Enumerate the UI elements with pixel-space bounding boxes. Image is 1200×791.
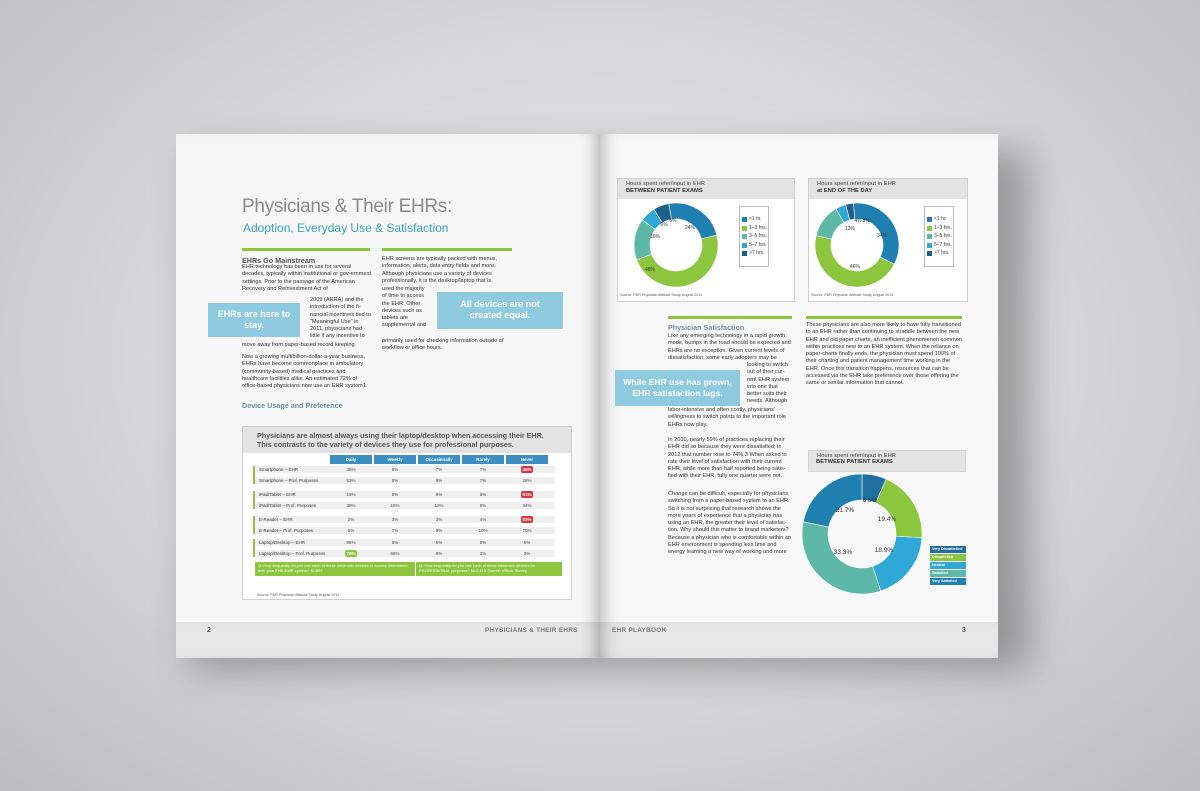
legend-swatch <box>742 217 747 222</box>
table-cell: 6% <box>479 492 487 497</box>
right-col2-para: These physicians are also more likely to have fully transitioned to an EHR rather than continuing to straddle between the new EHR and old paper charts, an inefficient phenomenon common within practices new to an EHR system. When the reliance on paper-charts finally ends, the physician must spend 100% of their charting and patient management time working in the EHR. Once this transition happens, resources that can be accessed via the EHR take preference over those offering the same or similar information that cannot. <box>806 322 962 387</box>
table-row-label: Smartphone – Prof. Purposes <box>259 478 319 483</box>
table-cell: 2% <box>347 517 355 522</box>
chart1-title-line2: BETWEEN PATIENT EXAMS <box>626 188 703 194</box>
table-col-header: Never <box>506 455 548 464</box>
table-cell: 5% <box>391 540 399 545</box>
table-col-header: Rarely <box>462 455 504 464</box>
table-cell: 7% <box>479 478 487 483</box>
col1-para1-wrap: 2009 (ARRA) and the introduction of the fi-nancial incentives tied to “Meaningful Use” in 2011, physicians had little if any incentive to <box>310 297 371 340</box>
table-cell: 8% <box>391 478 399 483</box>
sat-para2: In 2010, nearly 59% of practices replacing their EHR did so because they were dissatisfied; in 2012 that number rose to 74%.3 When asked to rate their level of satisfaction with their current EHR, while more than half reported being satis-fied with their EHR, fully one quarter were not. <box>668 437 787 480</box>
table-cell: 5% <box>347 528 355 533</box>
col2-para1-end: primarily used for checking information outside of workflow or office hours. <box>382 338 504 352</box>
donut-data-label: 48% <box>644 267 656 273</box>
legend-swatch <box>742 243 747 248</box>
table-row-label: Laptop/Desktop – EHR <box>259 540 306 545</box>
col1-para1: EHR technology has been in use for several decades, typically within institutional or gov-ernment settings. Prior to the passage of the American Recovery and Reinvestment Act of <box>242 264 372 292</box>
page-title: Physicians & Their EHRs: <box>242 196 452 217</box>
table-row-label: E-Reader – EHR <box>259 517 293 522</box>
donut-data-label: 21.7% <box>835 507 855 514</box>
table-cell: 7% <box>391 528 399 533</box>
legend-item: Very Satisfied <box>930 578 966 585</box>
table-cell: 5% <box>523 540 531 545</box>
legend-item <box>925 224 953 233</box>
legend-label: <1 hr. <box>934 216 947 222</box>
table-cell: 3% <box>435 517 443 522</box>
col2-para1: EHR screens are typically packed with menus, information, alerts, data entry fields and more. Although physicians use a variety of devices professionally, it is the desktop/laptop that is <box>382 256 498 284</box>
legend-label: 1–3 hrs. <box>749 224 768 231</box>
col2-right-rule <box>806 316 962 319</box>
table-title: Physicians are almost always using their laptop/desktop when accessing their EHR. This contrasts to the variety of devices they use for professional purposes. <box>257 431 544 449</box>
legend-swatch <box>927 251 932 256</box>
sat-rule <box>668 316 792 319</box>
table-cell: 9% <box>479 503 487 508</box>
table-cell: 70% <box>522 528 532 533</box>
table-cell: 12% <box>434 503 444 508</box>
right-running-footer: EHR PLAYBOOK <box>612 627 667 634</box>
table-cell: 7% <box>479 467 487 472</box>
legend-item <box>925 215 953 224</box>
sat-para3: Change can be difficult, especially for physicians switching from a paper-based system to an EHR. So it is not surprising that research shows the more years of experience that a physician has using an EHR, the greater their level of satisfac-tion. Why should this matter to brand marketers? Because a physician who is comfortable within an EHR environment is spending less time and energy learning a new way of working and more <box>668 491 792 556</box>
legend-item: Neutral <box>930 562 966 569</box>
legend-item <box>925 241 953 250</box>
table-row-label: Laptop/Desktop – Prof. Purposes <box>259 551 326 556</box>
table-row-label: iPad/Tablet – EHR <box>259 492 296 497</box>
section-heading-devices: Device Usage and Preference <box>242 401 343 410</box>
section-heading-mainstream: EHRs Go Mainstream <box>242 256 316 265</box>
donut-data-label: 16% <box>649 234 661 240</box>
legend-swatch <box>927 234 932 239</box>
legend-item: Satisfied <box>930 570 966 577</box>
table-cell: 9% <box>435 478 443 483</box>
table-question-2: Q: How frequently do you use each of these electronic devices for PROFESSIONAL purposes? N=2,415 Source: eBook Survey <box>416 562 562 576</box>
legend-label: 1–3 hrs. <box>934 224 953 231</box>
legend-item: Dissatisfied <box>930 554 966 561</box>
table-cell: 28% <box>522 478 532 483</box>
table-cell: 3% <box>523 551 531 556</box>
table-cell: 38% <box>346 503 356 508</box>
table-cell: 83% <box>522 517 532 522</box>
table-cell: 15% <box>390 503 400 508</box>
chart2-source: Source: PDR Physician Attitude Study, August 2013 <box>811 293 894 297</box>
chart2-title-line2: at END OF THE DAY <box>817 188 873 194</box>
legend-label: 5–7 hrs. <box>934 241 953 248</box>
legend-label: 3–5 hrs. <box>934 233 953 239</box>
donut-data-label: 46% <box>849 264 861 270</box>
left-page-number: 2 <box>207 627 211 634</box>
right-page-number: 3 <box>962 627 966 634</box>
chart1-source: Source: PDR Physician Attitude Study, August 2013 <box>620 293 703 297</box>
col2-para1-wrap: used the majority of time to access the EHR. Other devices such as tablets are supplemental and <box>382 286 427 329</box>
table-cell: 3% <box>479 551 487 556</box>
legend-label: 3–5 hrs. <box>749 233 768 239</box>
legend-swatch <box>927 243 932 248</box>
table-cell: 6% <box>391 467 399 472</box>
table-cell: 78% <box>346 551 356 556</box>
sat-para1-end: labor-intensive and often costly, physicians’ willingness to switch points to the important role EHRs now play. <box>668 407 787 428</box>
table-row-label: Smartphone – EHR <box>259 467 299 472</box>
table-cell: 7% <box>435 467 443 472</box>
table-cell: 61% <box>522 492 532 497</box>
legend-label: >7 hrs. <box>749 250 765 256</box>
table-cell: 5% <box>435 540 443 545</box>
callout-here-to-stay: EHRs are here to stay. <box>208 303 300 337</box>
callout-satisfaction: While EHR use has grown, EHR satisfaction lags. <box>615 370 740 406</box>
legend-label: >7 hrs. <box>934 250 950 256</box>
legend-item: Very Dissatisfied <box>930 546 966 553</box>
donut-data-label: 6.6% <box>862 497 878 504</box>
chart3-title-line2: BETWEEN PATIENT EXAMS <box>816 459 893 465</box>
table-cell: 9% <box>435 492 443 497</box>
donut-data-label: 19.4% <box>877 516 897 523</box>
table-row-label: E-Reader – Prof. Purposes <box>259 528 314 533</box>
table-question-1: Q: How frequently do you use each of these electronic devices to access information with your EHR/EMR system? N=897 <box>255 562 415 576</box>
section-heading-satisfaction: Physician Satisfaction <box>668 323 745 332</box>
table-cell: 16% <box>346 492 356 497</box>
col1-para1-end: move away from paper-based record keeping. <box>242 342 357 348</box>
sat-para1: Like any emerging technology in a rapid growth mode, bumps in the road should be expected and EHRs are no exception. Given current levels of dissatisfaction, some early adopters may be <box>668 333 791 361</box>
donut-data-label: 6% <box>669 218 677 224</box>
donut-data-label: 18.9% <box>874 547 894 554</box>
legend-item <box>925 249 953 258</box>
table-cell: 35% <box>346 467 356 472</box>
donut-data-label: 13% <box>844 226 856 232</box>
table-cell: 58% <box>390 551 400 556</box>
legend-swatch <box>742 226 747 231</box>
table-cell: 85% <box>346 540 356 545</box>
page-subtitle: Adoption, Everyday Use & Satisfaction <box>243 221 449 235</box>
legend-item <box>740 224 768 233</box>
table-col-header: Weekly <box>374 455 416 464</box>
legend-item <box>740 232 768 241</box>
legend-swatch <box>742 251 747 256</box>
table-cell: 8% <box>435 551 443 556</box>
donut-data-label: 24% <box>684 225 696 231</box>
legend-item <box>740 215 768 224</box>
col1-para2: Now a growing multibillion-dollar-a-year business, EHRs have become commonplace in ambulatory (community-based) medical practices and healthcare facilities alike. An estimated 72% of office-based physicians now use an EHR system1. <box>242 354 368 390</box>
table-cell: 8% <box>391 492 399 497</box>
table-cell: 10% <box>478 528 488 533</box>
legend-item <box>925 232 953 241</box>
table-cell: 9% <box>435 528 443 533</box>
table-cell: 53% <box>346 478 356 483</box>
table-cell: 45% <box>522 467 532 472</box>
left-running-footer: PHYSICIANS & THEIR EHRS <box>485 627 578 634</box>
donut-data-label: 34% <box>876 233 888 239</box>
chart2-title-line1: Hours spent refer/input in EHR <box>817 181 896 187</box>
legend-swatch <box>927 217 932 222</box>
table-col-header: Occasionally <box>418 455 460 464</box>
legend-swatch <box>927 226 932 231</box>
table-cell: 4% <box>479 517 487 522</box>
legend-item <box>740 241 768 250</box>
donut-data-label: 4% <box>854 218 862 224</box>
chart-legend <box>924 206 954 267</box>
sat-para1-wrap: looking to switch out of their cur-rent EHR system into one that better suits their needs. Although <box>747 362 790 405</box>
chart-legend <box>739 206 769 267</box>
chart-legend <box>930 546 966 586</box>
legend-item <box>740 249 768 258</box>
chart1-title-line1: Hours spent refer/input in EHR <box>626 181 705 187</box>
table-col-header: Daily <box>330 455 372 464</box>
table-cell: 8% <box>479 540 487 545</box>
callout-devices: All devices are not created equal. <box>437 292 563 329</box>
table-row-label: iPad/Tablet – Prof. Purposes <box>259 503 317 508</box>
legend-label: 5–7 hrs. <box>749 241 768 248</box>
donut-data-label: 6% <box>660 222 668 228</box>
table-cell: 34% <box>522 503 532 508</box>
table-cell: 3% <box>391 517 399 522</box>
legend-label: <1 hr. <box>749 216 762 222</box>
donut-data-label: 3% <box>862 218 870 224</box>
legend-swatch <box>742 234 747 239</box>
table-source: Source: PDR Physician Attitude Study, August 2013 <box>257 593 340 597</box>
chart3-title-line1: Hours spent refer/input in EHR <box>817 453 896 459</box>
donut-data-label: 33.3% <box>833 549 853 556</box>
donut-slice <box>815 236 894 287</box>
